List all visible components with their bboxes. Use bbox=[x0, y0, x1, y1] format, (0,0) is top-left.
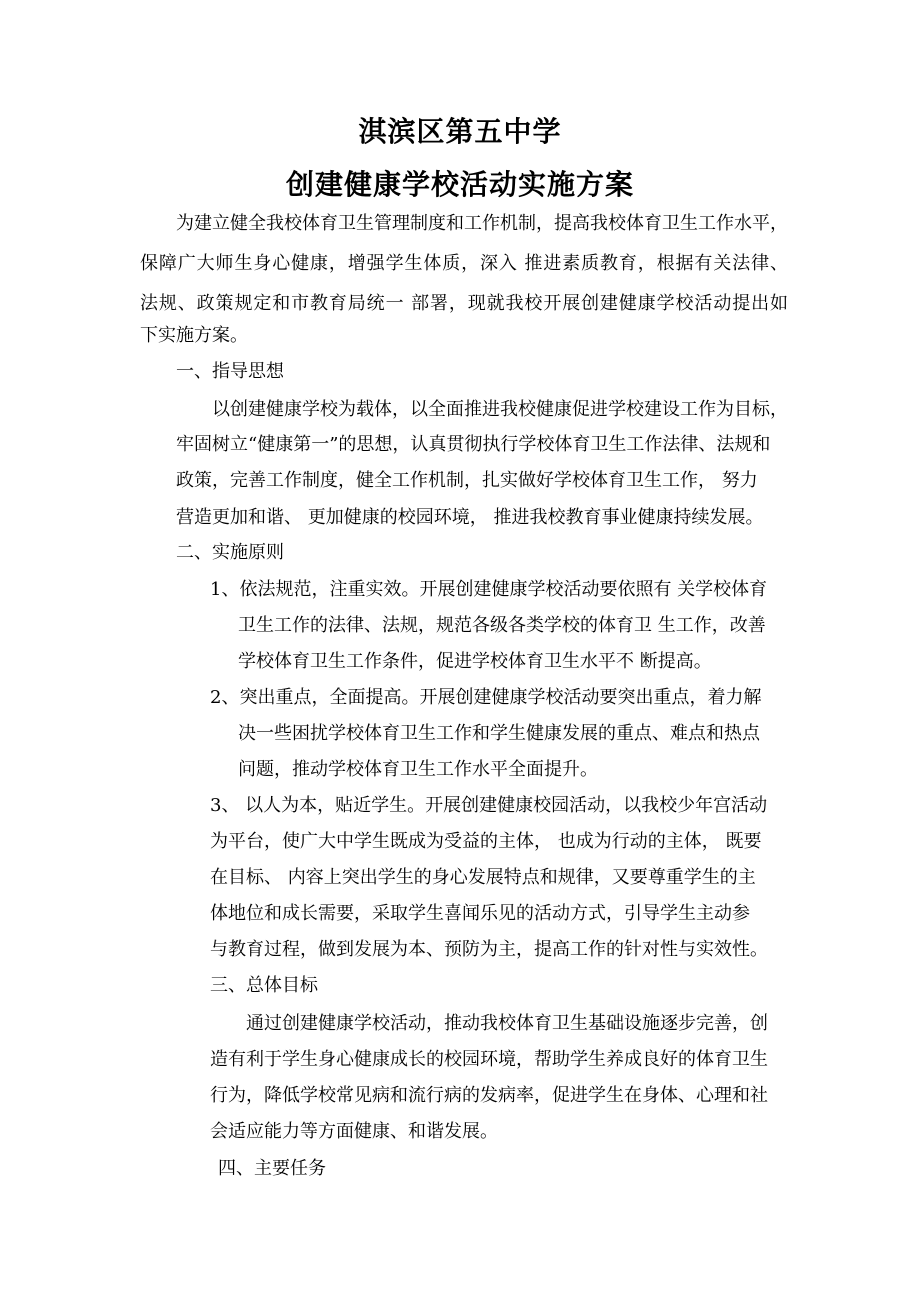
text-line: 1、依法规范，注重实效。开展创建健康学校活动要依照有 关学校体育 bbox=[210, 579, 768, 600]
text-line: 行为，降低学校常见病和流行病的发病率，促进学生在身体、心理和社 bbox=[210, 1085, 768, 1106]
text-line: 造有利于学生身心健康成长的校园环境，帮助学生养成良好的体育卫生 bbox=[210, 1049, 768, 1070]
text-line: 在目标、 内容上突出学生的身心发展特点和规律，又要尊重学生的主 bbox=[210, 867, 756, 888]
section-heading: 一、指导思想 bbox=[176, 361, 284, 382]
section-heading: 二、实施原则 bbox=[176, 542, 284, 563]
text-line: 与教育过程，做到发展为本、预防为主，提高工作的针对性与实效性。 bbox=[210, 939, 768, 960]
school-name-title: 淇滨区第五中学 bbox=[358, 115, 562, 148]
text-line: 卫生工作的法律、法规，规范各级各类学校的体育卫 生工作，改善 bbox=[238, 615, 766, 636]
section-heading: 四、主要任务 bbox=[218, 1158, 326, 1179]
text-line: 牢固树立“健康第一”的思想，认真贯彻执行学校体育卫生工作法律、法规和 bbox=[176, 434, 771, 455]
text-line: 会适应能力等方面健康、和谐发展。 bbox=[210, 1121, 498, 1142]
text-line: 营造更加和谐、 更加健康的校园环境， 推进我校教育事业健康持续发展。 bbox=[176, 507, 764, 528]
text-line: 学校体育卫生工作条件，促进学校体育卫生水平不 断提高。 bbox=[238, 651, 712, 672]
text-line: 3、 以人为本，贴近学生。开展创建健康校园活动，以我校少年宫活动 bbox=[210, 795, 768, 816]
text-line: 问题，推动学校体育卫生工作水平全面提升。 bbox=[238, 759, 598, 780]
text-line: 以创建健康学校为载体，以全面推进我校健康促进学校建设工作为目标， bbox=[212, 399, 788, 420]
text-line: 政策，完善工作制度，健全工作机制，扎实做好学校体育卫生工作， 努力 bbox=[176, 470, 758, 491]
text-line: 保障广大师生身心健康，增强学生体质，深入 推进素质教育，根据有关法律、 bbox=[140, 253, 788, 274]
section-heading: 三、总体目标 bbox=[210, 975, 318, 996]
document-title: 创建健康学校活动实施方案 bbox=[285, 168, 634, 201]
text-line: 为建立健全我校体育卫生管理制度和工作机制，提高我校体育卫生工作水平， bbox=[176, 213, 788, 234]
text-line: 体地位和成长需要，采取学生喜闻乐见的活动方式，引导学生主动参 bbox=[210, 903, 750, 924]
text-line: 为平台，使广大中学生既成为受益的主体， 也成为行动的主体， 既要 bbox=[210, 831, 762, 852]
text-line: 2、突出重点，全面提高。开展创建健康学校活动要突出重点，着力解 bbox=[210, 687, 762, 708]
text-line: 决一些困扰学校体育卫生工作和学生健康发展的重点、难点和热点 bbox=[238, 723, 760, 744]
text-line: 下实施方案。 bbox=[140, 325, 248, 346]
text-line: 法规、政策规定和市教育局统一 部署，现就我校开展创建健康学校活动提出如 bbox=[140, 293, 788, 314]
text-line: 通过创建健康学校活动，推动我校体育卫生基础设施逐步完善，创 bbox=[246, 1013, 768, 1034]
